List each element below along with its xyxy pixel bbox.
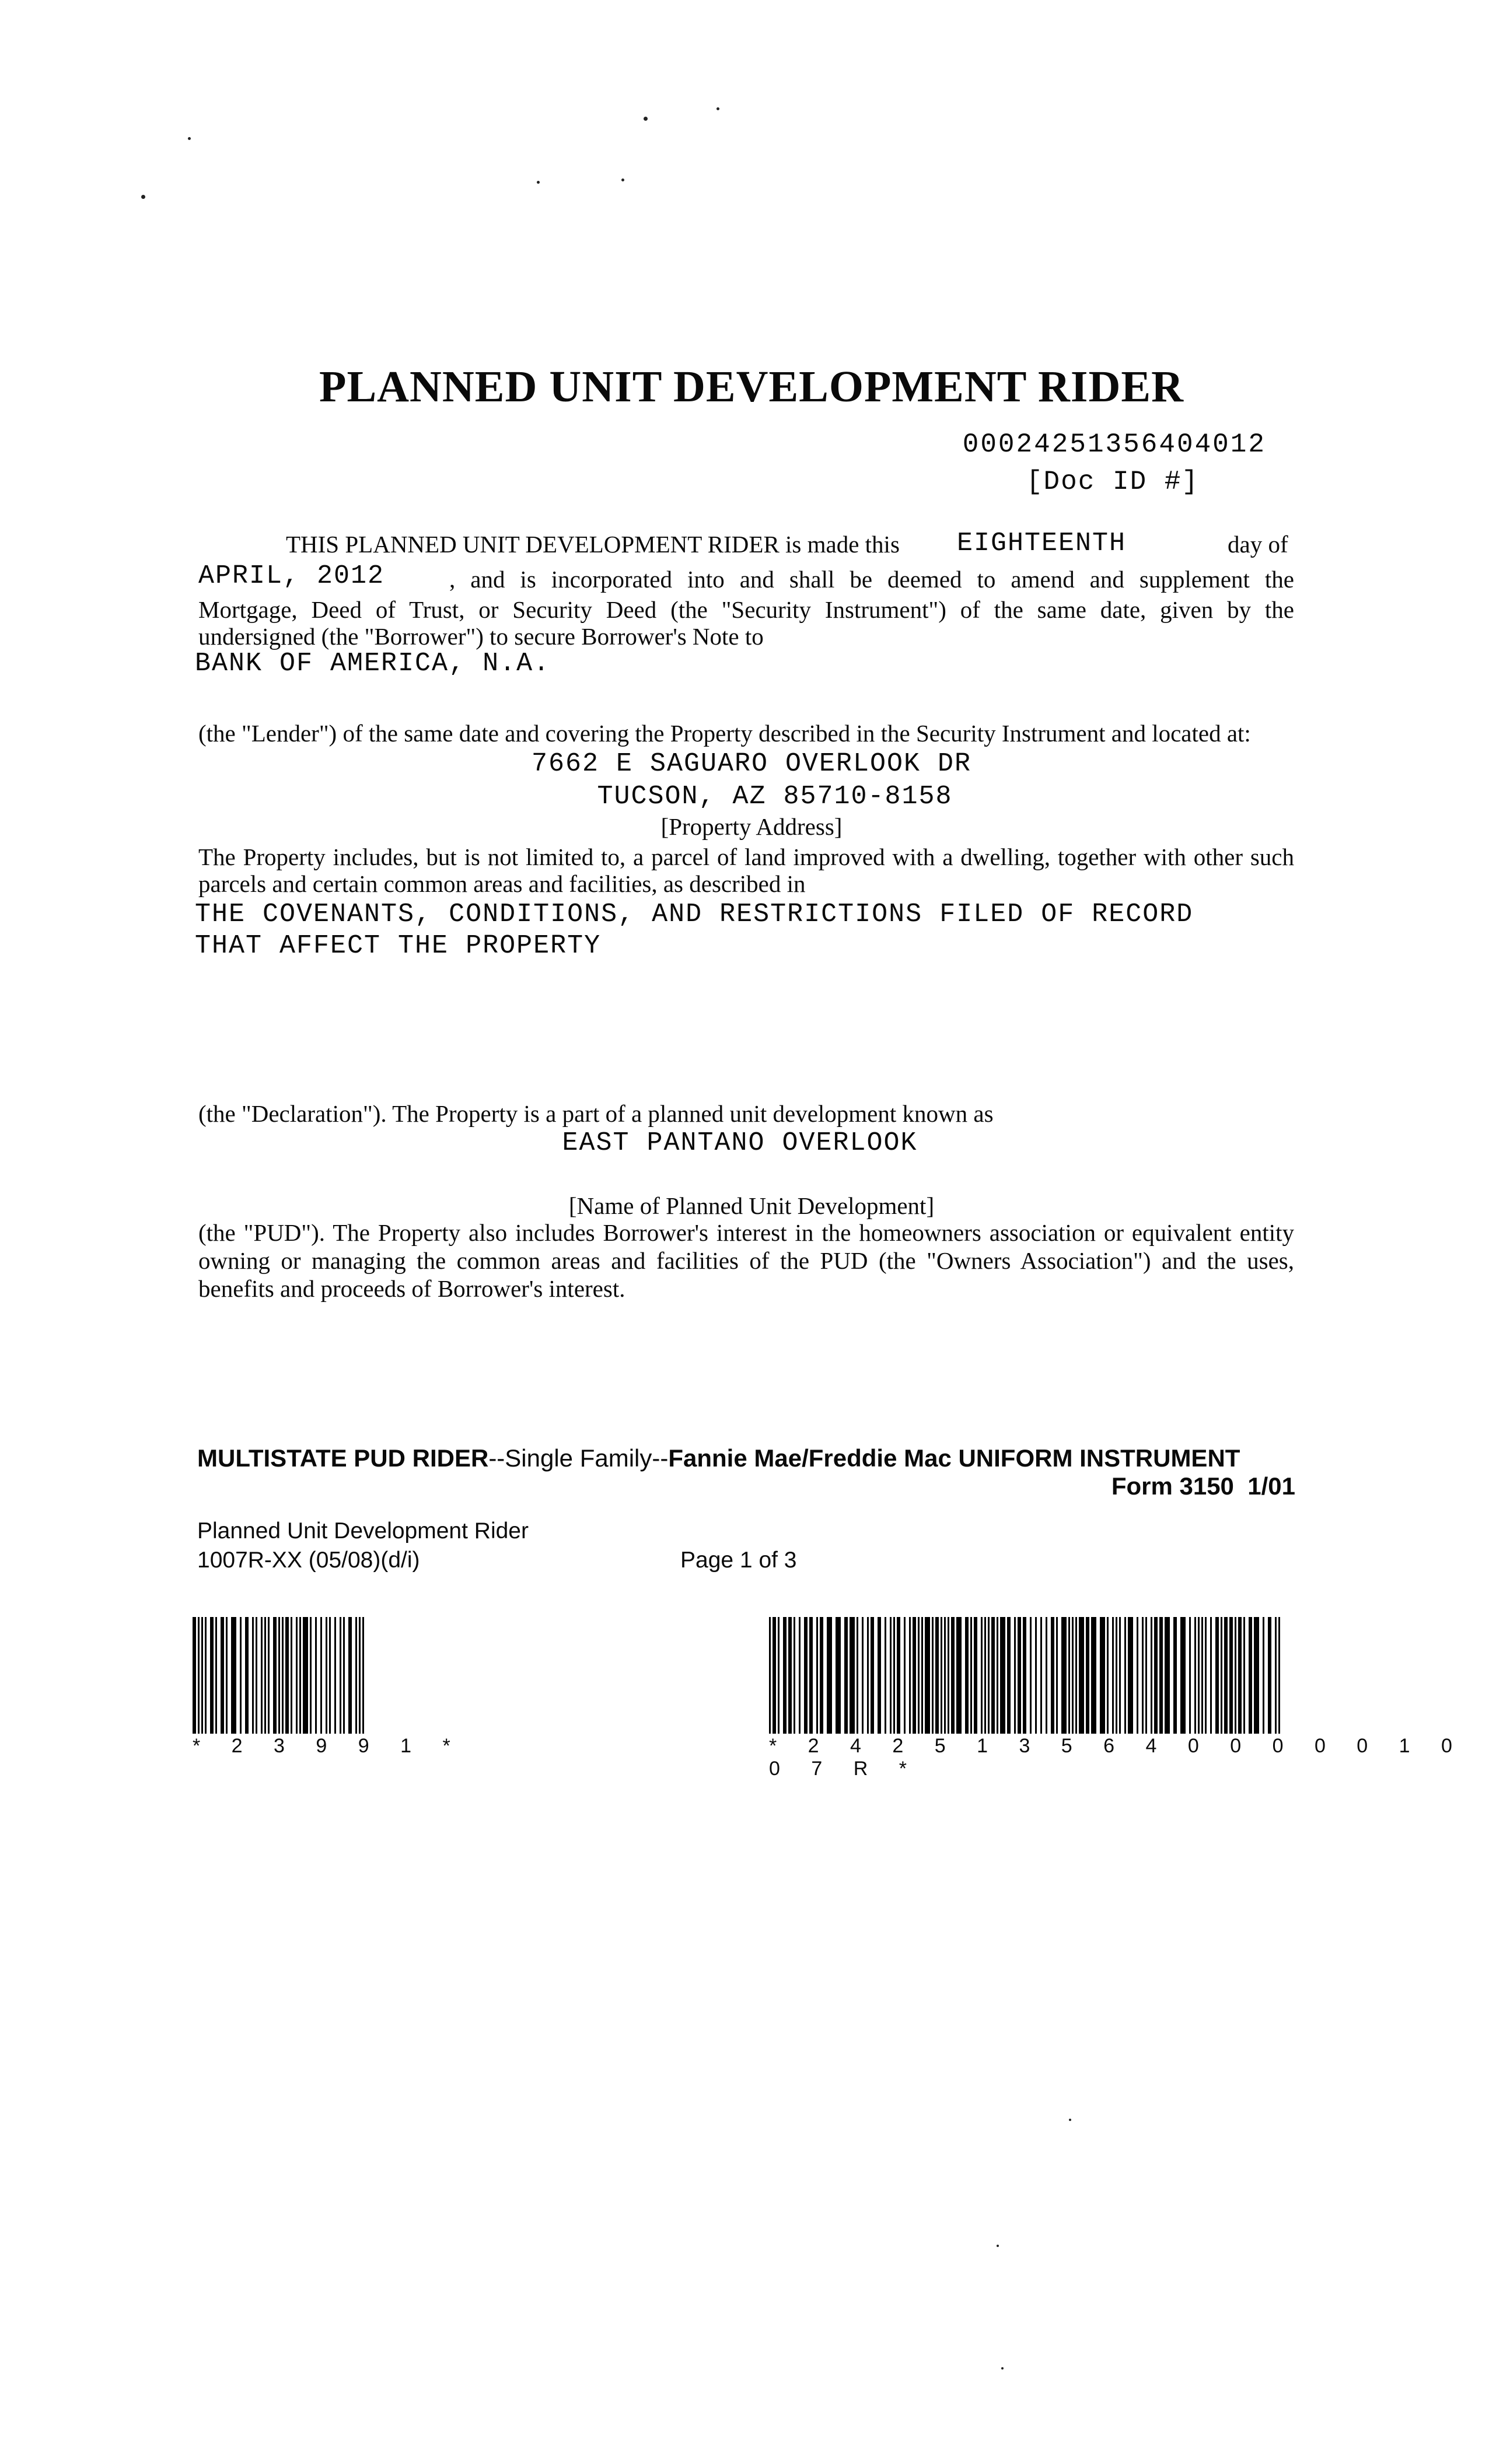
- pud-paragraph-line-2: owning or managing the common areas and facilities of the PUD (the "Owners Association") and the uses,: [198, 1247, 1294, 1274]
- form-title: [197, 1444, 1240, 1472]
- barcode-bar: [1000, 1617, 1005, 1734]
- scan-speck: [1069, 2119, 1071, 2121]
- intro-line-1: [286, 528, 1295, 560]
- scan-speck: [644, 117, 648, 121]
- doc-id-placeholder: [Doc ID #]: [1026, 467, 1199, 497]
- barcode-bar: [1180, 1617, 1186, 1734]
- rider-name: Planned Unit Development Rider: [197, 1518, 529, 1544]
- document-title: PLANNED UNIT DEVELOPMENT RIDER: [319, 362, 1184, 411]
- pud-paragraph-line-1: (the "PUD"). The Property also includes Borrower's interest in the homeowners association or equivalent entity: [198, 1219, 1294, 1246]
- barcode-bar: [231, 1617, 236, 1734]
- barcode-left-caption: * 2 3 9 9 1 *: [193, 1735, 463, 1757]
- scan-speck: [141, 195, 145, 199]
- barcode-bar: [850, 1617, 855, 1734]
- intro-line-3: Mortgage, Deed of Trust, or Security Deed (the "Security Instrument") of the same date, given by the: [198, 596, 1294, 623]
- property-street: 7662 E SAGUARO OVERLOOK DR: [531, 749, 972, 779]
- barcode-bar: [1254, 1617, 1259, 1734]
- barcode-bar: [1091, 1617, 1096, 1734]
- barcode-right: [769, 1617, 1280, 1734]
- form-title-part-2: --Single Family--: [488, 1444, 669, 1472]
- scan-speck: [997, 2245, 999, 2247]
- declaration-line: (the "Declaration"). The Property is a part of a planned unit development known as: [198, 1100, 994, 1127]
- scan-speck: [537, 181, 540, 184]
- barcode-bar: [827, 1617, 832, 1734]
- barcode-bar: [303, 1617, 308, 1734]
- declaration-fill-1: THE COVENANTS, CONDITIONS, AND RESTRICTIONS FILED OF RECORD: [195, 900, 1194, 929]
- barcode-bar: [1278, 1617, 1280, 1734]
- declaration-fill-2: THAT AFFECT THE PROPERTY: [195, 931, 602, 961]
- scan-speck: [1001, 2367, 1004, 2370]
- intro-day-fill: EIGHTEENTH: [957, 528, 1127, 558]
- barcode-bar: [364, 1617, 365, 1734]
- pud-paragraph-line-3: benefits and proceeds of Borrower's interest.: [198, 1275, 625, 1302]
- pud-name-fill: EAST PANTANO OVERLOOK: [562, 1128, 918, 1158]
- barcode-left: [193, 1617, 365, 1734]
- form-title-part-3: Fannie Mae/Freddie Mac UNIFORM INSTRUMENT: [668, 1444, 1240, 1472]
- barcode-bar: [1165, 1617, 1170, 1734]
- intro-line-2: , and is incorporated into and shall be deemed to amend and supplement the: [449, 566, 1294, 593]
- barcode-bar: [1100, 1617, 1105, 1734]
- barcode-bar: [956, 1617, 962, 1734]
- scan-speck: [188, 137, 191, 140]
- scan-speck: [621, 178, 624, 181]
- form-number: Form 3150 1/01: [1111, 1472, 1295, 1500]
- lender-name-fill: BANK OF AMERICA, N.A.: [195, 649, 551, 678]
- barcode-right-caption: * 2 4 2 5 1 3 5 6 4 0 0 0 0 0 1 0 0 7 R *: [769, 1735, 1465, 1780]
- barcode-bar: [1128, 1617, 1133, 1734]
- form-title-part-1: MULTISTATE PUD RIDER: [197, 1444, 489, 1472]
- lender-line: (the "Lender") of the same date and covering the Property described in the Security Instrument and located at:: [198, 720, 1251, 747]
- pud-name-label: [Name of Planned Unit Development]: [568, 1192, 935, 1219]
- property-includes-line-2: parcels and certain common areas and facilities, as described in: [198, 870, 806, 897]
- barcode-bar: [925, 1617, 930, 1734]
- page-number: Page 1 of 3: [680, 1548, 797, 1573]
- scan-speck: [716, 107, 719, 110]
- intro-month-year-fill: APRIL, 2012: [198, 561, 385, 591]
- property-address-label: [Property Address]: [660, 813, 843, 840]
- property-includes-line-1: The Property includes, but is not limited to, a parcel of land improved with a dwelling, together with other such: [198, 844, 1294, 870]
- barcode-bar: [836, 1617, 841, 1734]
- property-city-state-zip: TUCSON, AZ 85710-8158: [597, 782, 953, 811]
- intro-day-of: day of: [1228, 531, 1288, 558]
- rider-code: 1007R-XX (05/08)(d/i): [197, 1548, 420, 1573]
- intro-line-4: undersigned (the "Borrower") to secure Borrower's Note to: [198, 623, 764, 650]
- intro-prefix: THIS PLANNED UNIT DEVELOPMENT RIDER is made this: [286, 531, 900, 558]
- barcode-bar: [1079, 1617, 1084, 1734]
- loan-number: 00024251356404012: [962, 429, 1266, 460]
- barcode-bar: [1061, 1617, 1067, 1734]
